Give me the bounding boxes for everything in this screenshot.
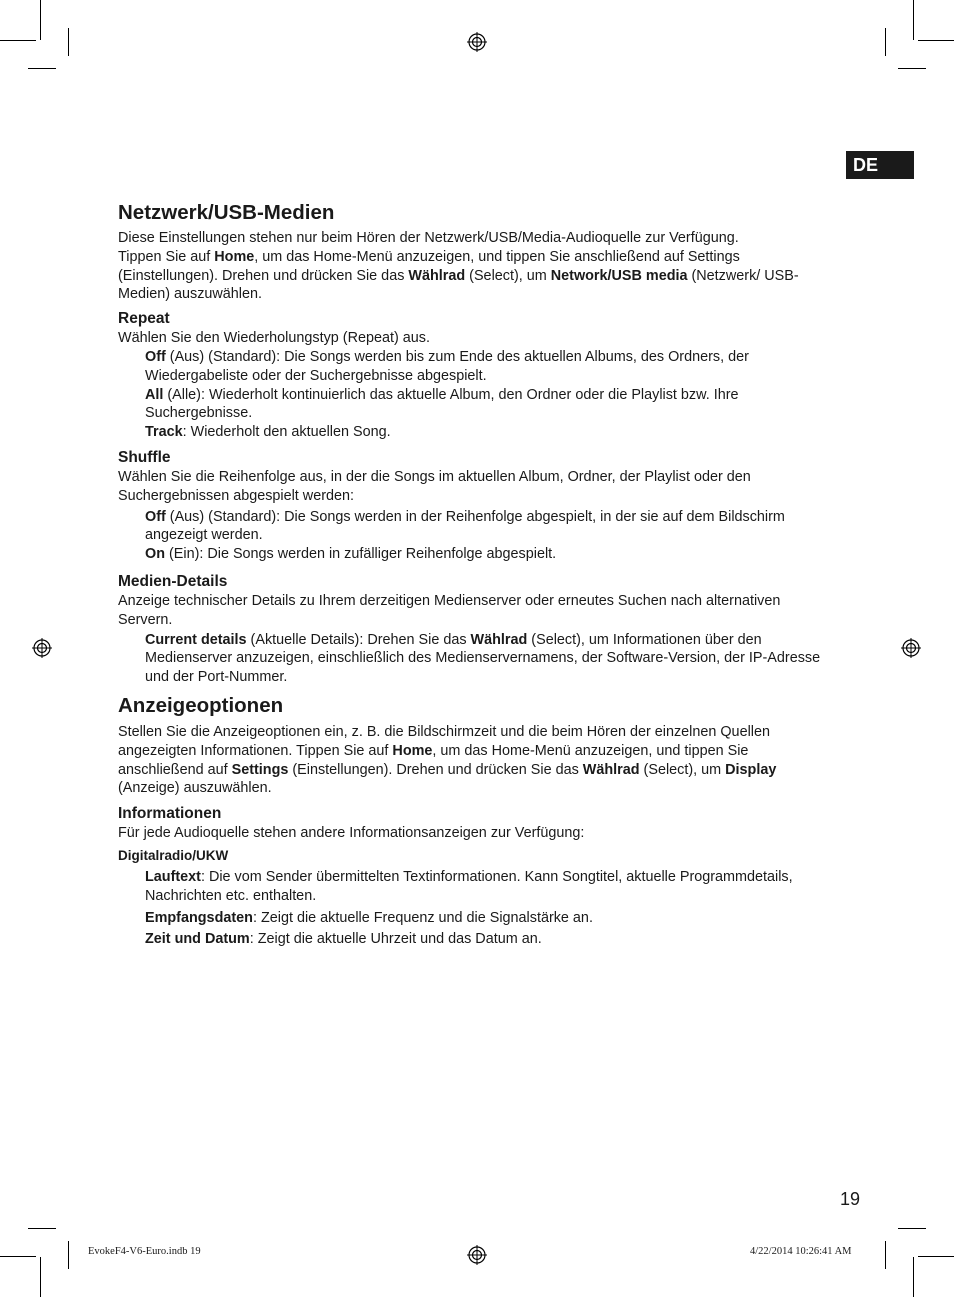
info-desc: Für jede Audioquelle stehen andere Informationsanzeigen zur Verfügung: — [118, 825, 585, 842]
registration-mark-icon — [467, 1245, 487, 1265]
netzwerk-intro: Diese Einstellungen stehen nur beim Hören der Netzwerk/USB/Media-Audioquelle zur Verfügung. Tippen Sie auf Home, um das Home-Menü anzuzeigen, und tippen Sie anschließend auf Settings (Einstellungen). Drehen und drücken Sie das Wählrad (Select), um Network/USB media (Netzwerk/ USB-Medien) auszuwählen. — [118, 230, 799, 303]
medien-option: Current details (Aktuelle Details): Drehen Sie das Wählrad (Select), um Informationen über den Medienserver anzuzeigen, einschließlich des Medienservernamens, der Software-Version, der IP-Adresse und der Port-Nummer. — [145, 631, 821, 686]
crop-mark — [918, 1256, 954, 1257]
info-option: Lauftext: Die vom Sender übermittelten Textinformationen. Kann Songtitel, aktuelle Programmdetails, Nachrichten etc. enthalten. — [145, 868, 793, 904]
crop-mark — [68, 1241, 69, 1269]
crop-mark — [0, 40, 36, 41]
repeat-option: Track: Wiederholt den aktuellen Song. — [145, 424, 391, 441]
info-option: Zeit und Datum: Zeigt die aktuelle Uhrzeit und das Datum an. — [145, 931, 542, 948]
registration-mark-icon — [901, 638, 921, 658]
repeat-option: All (Alle): Wiederholt kontinuierlich das aktuelle Album, den Ordner oder die Playlist bzw. Ihre Suchergebnisse. — [145, 386, 739, 422]
shuffle-option: Off (Aus) (Standard): Die Songs werden in der Reihenfolge abgespielt, in der sie auf dem Bildschirm angezeigt werden. — [145, 508, 785, 544]
section-title-netzwerk: Netzwerk/USB-Medien — [118, 201, 335, 224]
subheading-digitalradio: Digitalradio/UKW — [118, 847, 229, 863]
crop-mark — [40, 1257, 41, 1297]
crop-mark — [918, 40, 954, 41]
crop-mark — [885, 28, 886, 56]
slug-filename: EvokeF4-V6-Euro.indb 19 — [88, 1246, 201, 1257]
crop-mark — [885, 1241, 886, 1269]
language-badge: DE — [846, 151, 914, 179]
crop-mark — [898, 68, 926, 69]
shuffle-desc: Wählen Sie die Reihenfolge aus, in der die Songs im aktuellen Album, Ordner, der Playlist oder den Suchergebnissen abgespielt werden: — [118, 468, 751, 504]
anzeige-intro: Stellen Sie die Anzeigeoptionen ein, z. B. die Bildschirmzeit und die beim Hören der einzelnen Quellen angezeigten Informationen. Tippen Sie auf Home, um das Home-Menü anzuzeigen, und tippen Sie anschließend auf Settings (Einstellungen). Drehen und drücken Sie das Wählrad (Select), um Display (Anzeige) auszuwählen. — [118, 723, 777, 797]
registration-mark-icon — [467, 32, 487, 52]
crop-mark — [68, 28, 69, 56]
subheading-informationen: Informationen — [118, 805, 222, 823]
crop-mark — [913, 0, 914, 40]
repeat-desc: Wählen Sie den Wiederholungstyp (Repeat) aus. — [118, 330, 430, 347]
section-title-anzeige: Anzeigeoptionen — [118, 693, 284, 717]
slug-timestamp: 4/22/2014 10:26:41 AM — [750, 1246, 852, 1257]
crop-mark — [898, 1228, 926, 1229]
registration-mark-icon — [32, 638, 52, 658]
medien-desc: Anzeige technischer Details zu Ihrem derzeitigen Medienserver oder erneutes Suchen nach alternativen Servern. — [118, 592, 781, 628]
shuffle-option: On (Ein): Die Songs werden in zufälliger Reihenfolge abgespielt. — [145, 546, 557, 563]
crop-mark — [28, 68, 56, 69]
info-option: Empfangsdaten: Zeigt die aktuelle Frequenz und die Signalstärke an. — [145, 909, 593, 926]
crop-mark — [0, 1256, 36, 1257]
crop-mark — [28, 1228, 56, 1229]
crop-mark — [40, 0, 41, 40]
subheading-medien-details: Medien-Details — [118, 572, 228, 590]
subheading-shuffle: Shuffle — [118, 448, 171, 466]
page-content — [118, 200, 834, 949]
crop-mark — [913, 1257, 914, 1297]
repeat-option: Off (Aus) (Standard): Die Songs werden bis zum Ende des aktuellen Albums, des Ordners, der Wiedergabeliste oder der Suchergebnisse abgespielt. — [145, 348, 749, 384]
subheading-repeat: Repeat — [118, 310, 170, 328]
page-number: 19 — [840, 1189, 861, 1209]
